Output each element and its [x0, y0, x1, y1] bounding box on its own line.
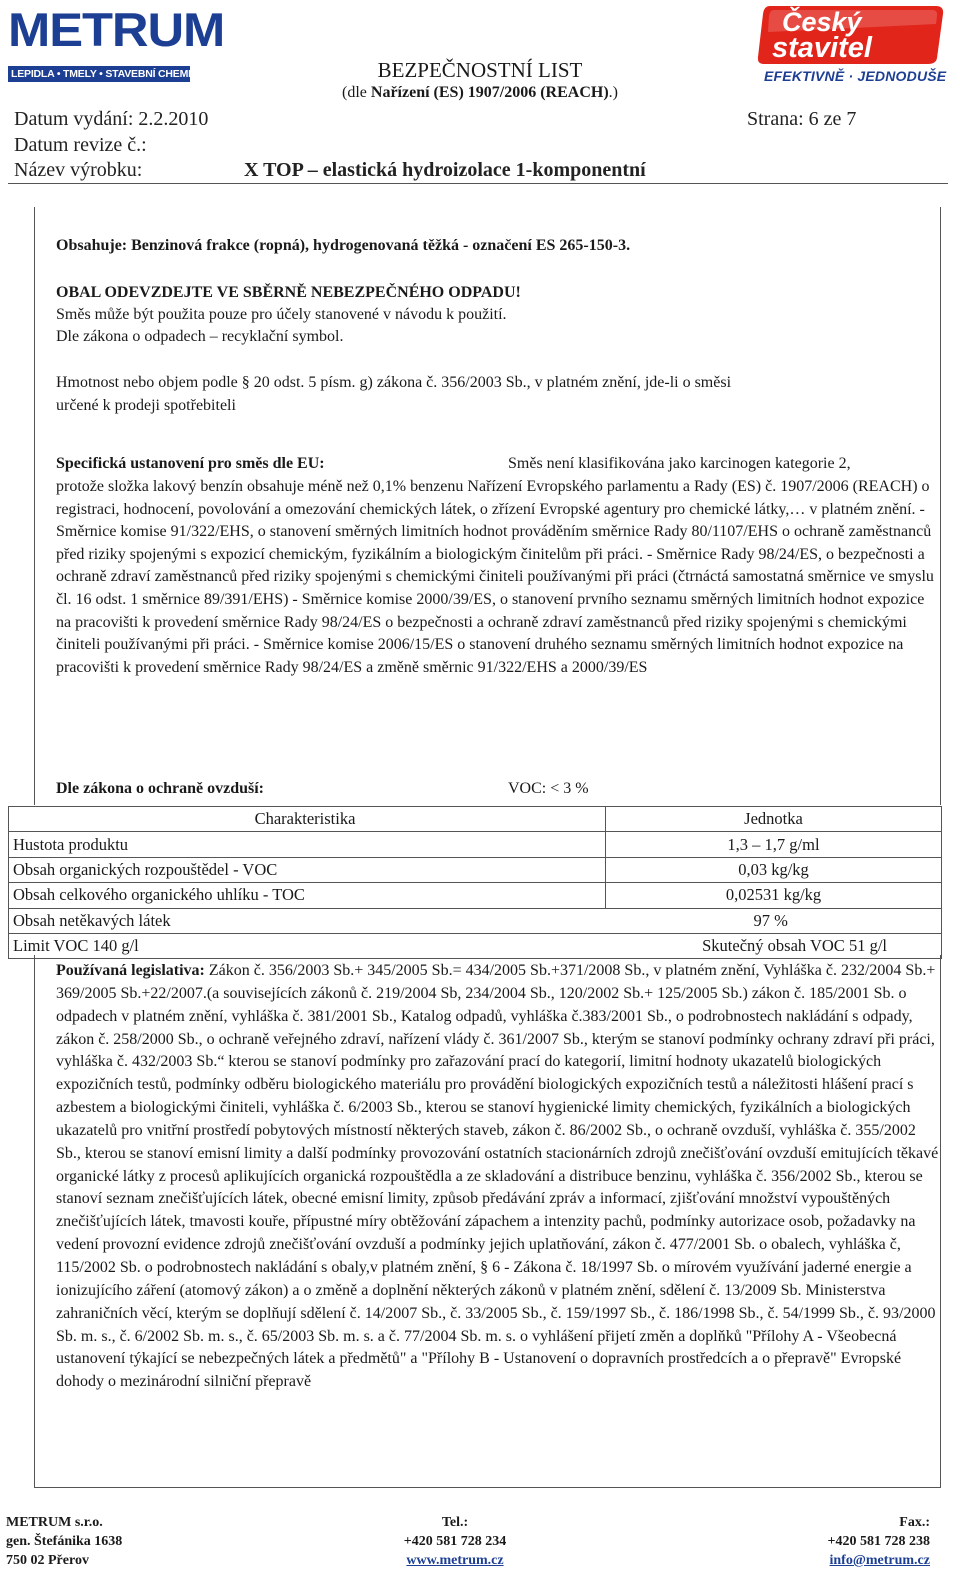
air-protection-label: Dle zákona o ochraně ovzduší:: [56, 780, 264, 797]
footer-tel: +420 581 728 234: [403, 1534, 507, 1549]
table-header-characteristic: Charakteristika: [9, 807, 606, 832]
footer-phone: [392, 1513, 518, 1570]
table-cell: 1,3 – 1,7 g/ml: [606, 832, 942, 857]
header-divider: [8, 183, 948, 184]
recycle-line: Dle zákona o odpadech – recyklační symbol.: [56, 328, 344, 345]
table-row: [9, 933, 942, 958]
contains-line: Obsahuje: Benzinová frakce (ropná), hydrogenovaná těžká - označení ES 265-150-3.: [56, 237, 631, 254]
table-cell: Obsah organických rozpouštědel - VOC: [9, 857, 606, 882]
revision-date: Datum revize č.:: [14, 134, 147, 156]
footer-web-link[interactable]: www.metrum.cz: [406, 1553, 504, 1568]
table-header-unit: Jednotka: [606, 807, 942, 832]
metrum-tagline: LEPIDLA • TMELY • STAVEBNÍ CHEMIE: [8, 66, 190, 82]
table-cell: 97 %: [606, 908, 942, 933]
table-cell: Obsah celkového organického uhlíku - TOC: [9, 883, 606, 908]
document-subtitle: (dle Nařízení (ES) 1907/2006 (REACH).): [342, 84, 618, 101]
footer-fax-number: +420 581 728 238: [827, 1534, 930, 1549]
table-row: [9, 857, 942, 882]
metrum-logo-text: METRUM: [8, 3, 225, 56]
footer-fax-label: Fax.:: [899, 1515, 930, 1530]
table-cell: Limit VOC 140 g/l: [9, 933, 606, 958]
right-border: [940, 207, 941, 805]
footer-fax: [800, 1513, 930, 1570]
left-border: [34, 207, 35, 805]
table-header-row: [9, 807, 942, 832]
table-cell: 0,03 kg/kg: [606, 857, 942, 882]
footer-street: gen. Štefánika 1638: [6, 1534, 123, 1549]
cesky-stavitel-tagline: EFEKTIVNĚ · JEDNODUŠE: [764, 68, 947, 84]
footer-divider: [34, 1487, 941, 1488]
mass-line-2: určené k prodeji spotřebiteli: [56, 397, 236, 414]
product-label: Název výrobku:: [14, 159, 143, 181]
footer-company-name: METRUM s.r.o.: [6, 1515, 103, 1530]
footer-company: [6, 1513, 122, 1570]
mass-line-1: Hmotnost nebo objem podle § 20 odst. 5 písm. g) zákona č. 356/2003 Sb., v platném znění, jde-li o směsi: [56, 374, 732, 391]
left-border-lower: [34, 955, 35, 1487]
footer-tel-label: Tel.:: [441, 1515, 469, 1530]
table-row: [9, 832, 942, 857]
cesky-stavitel-word-2: stavitel: [772, 32, 872, 64]
cesky-stavitel-word-1: Český: [782, 7, 862, 37]
table-cell: 0,02531 kg/kg: [606, 883, 942, 908]
table-cell: Skutečný obsah VOC 51 g/l: [606, 933, 942, 958]
table-cell: Obsah netěkavých látek: [9, 908, 606, 933]
legislation-text: Zákon č. 356/2003 Sb.+ 345/2005 Sb.= 434/2005 Sb.+371/2008 Sb., v platném znění, Vyhláška č. 232/2004 Sb.+ 369/2005 Sb.+22/2007.(a souvisejících zákonů č. 219/2004 Sb, 234/2004 Sb., 120/2002 Sb.+ 125/2005 Sb.) zákon č. 185/2001 Sb. o odpadech v platném znění, vyhláška č. 381/2001 Sb., Katalog odpadů, vyhláška č.383/2001 Sb., o podrobnostech nakládání s odpady, zákon č. 258/2000 Sb., o ochraně veřejného zdraví, nařízení vlády č. 361/2007 Sb., kterým se stanoví podmínky ochrany zdraví při práci, vyhláška č. 432/2003 Sb.“ kterou se stanoví podmínky pro zařazování prací do kategorií, limitní hodnoty ukazatelů biologických expozičních testů, podmínky odběru biologického materiálu pro provádění biologických expozičních testů a náležitosti hlášení prací s azbestem a biologickými činiteli, vyhláška č. 6/2003 Sb., kterou se stanoví hygienické limity chemických, fyzikálních a biologických ukazatelů pro vnitřní prostředí pobytových místností některých staveb, zákon č. 86/2002 Sb., o ochraně ovzduší, vyhláška č. 355/2002 Sb., kterou se stanoví emisní limity a další podmínky provozování ostatních stacionárních zdrojů znečišťování ovzduší emitujících těkavé organické látky z procesů aplikujících organická rozpouštědla a ze skladování a distribuce benzinu, vyhláška č. 356/2002 Sb., kterou se stanoví seznam znečišťujících látek, obecné emisní limity, způsob předávání zpráv a informací, zjišťování množství vypouštěných znečišťujících látek, tmavosti kouře, přípustné míry obtěžování zápachem a intenzity pachů, podmínky autorizace osob, požadavky na vedení provozní evidence zdrojů znečišťování ovzduší a podmínky jejich uplatňování, zákon č. 477/2001 Sb. o obalech, vyhláška č, 115/2002 Sb. o podrobnostech nakládání s obaly,v platném znění, § 6 - Zákona č. 18/1997 Sb. o mírovém využívání jaderné energie a ionizujícího záření (atomový zákon) a o změně a doplnění některých zákonů v platném znění, sdělení č. 13/2009 Sb. Ministerstva zahraničních věcí, kterým se doplňují sdělení č. 14/2007 Sb., č. 33/2005 Sb., č. 159/1997 Sb., č. 186/1998 Sb., č. 54/1999 Sb., č. 93/2000 Sb. m. s., č. 6/2002 Sb. m. s., č. 65/2003 Sb. m. s. a č. 77/2004 Sb. m. s. o vyhlášení přijetí změn a doplňků "Přílohy A - Všeobecná ustanovení týkající se nebezpečných látek a předmětů" a "Přílohy B - Ustanovení o dopravních prostředcích a o přepravě" Evropské dohody o mezinárodní silniční přepravě: [56, 962, 939, 1391]
issue-date: Datum vydání: 2.2.2010: [14, 108, 209, 130]
properties-table: [8, 806, 942, 959]
specific-provisions-value: Směs není klasifikována jako karcinogen kategorie 2,: [508, 455, 851, 472]
legislation-paragraph: [56, 960, 940, 1394]
footer-city: 750 02 Přerov: [6, 1553, 89, 1568]
page-number: Strana: 6 ze 7: [747, 108, 857, 130]
right-border-lower: [940, 955, 941, 1487]
waste-heading: OBAL ODEVZDEJTE VE SBĚRNĚ NEBEZPEČNÉHO ODPADU!: [56, 284, 521, 301]
document-title: BEZPEČNOSTNÍ LIST: [377, 58, 583, 82]
usage-line: Směs může být použita pouze pro účely stanovené v návodu k použití.: [56, 306, 507, 323]
footer-email-link[interactable]: info@metrum.cz: [829, 1553, 930, 1568]
table-row: [9, 883, 942, 908]
air-protection-value: VOC: < 3 %: [508, 780, 589, 797]
specific-provisions-label: Specifická ustanovení pro směs dle EU:: [56, 455, 325, 472]
table-row: [9, 908, 942, 933]
product-name: X TOP – elastická hydroizolace 1-komponentní: [244, 159, 646, 181]
table-cell: Hustota produktu: [9, 832, 606, 857]
legislation-label: Používaná legislativa:: [56, 962, 205, 979]
specific-provisions-text: protože složka lakový benzín obsahuje méně než 0,1% benzenu Nařízení Evropského parlamentu a Rady (ES) č. 1907/2006 (REACH) o registraci, hodnocení, povolování a omezování chemických látek, o zřízení Evropské agentury pro chemické látky,… v platném znění. - Směrnice komise 91/322/EHS, o stanovení směrných limitních hodnot prováděním směrnice Rady 80/1107/EHS o ochraně zaměstnanců před riziky spojenými s expozicí chemickým, fyzikálním a biologickým činitelům při práci. - Směrnice Rady 98/24/ES, o bezpečnosti a ochraně zdraví zaměstnanců před riziky spojenými s chemickými činiteli používanými při práci (čtrnáctá samostatná směrnice ve smyslu čl. 16 odst. 1 směrnice 89/391/EHS) - Směrnice komise 2000/39/ES, o stanovení prvního seznamu směrných limitních hodnot expozice na pracovišti k provedení směrnice Rady 98/24/ES o bezpečnosti a ochraně zdraví zaměstnanců před riziky spojenými s chemickými činiteli používanými při práci. - Směrnice komise 2006/15/ES o stanovení druhého seznamu směrných limitních hodnot expozice na pracovišti k provedení směrnice Rady 98/24/ES a změně směrnic 91/322/EHS a 2000/39/ES: [56, 478, 934, 676]
